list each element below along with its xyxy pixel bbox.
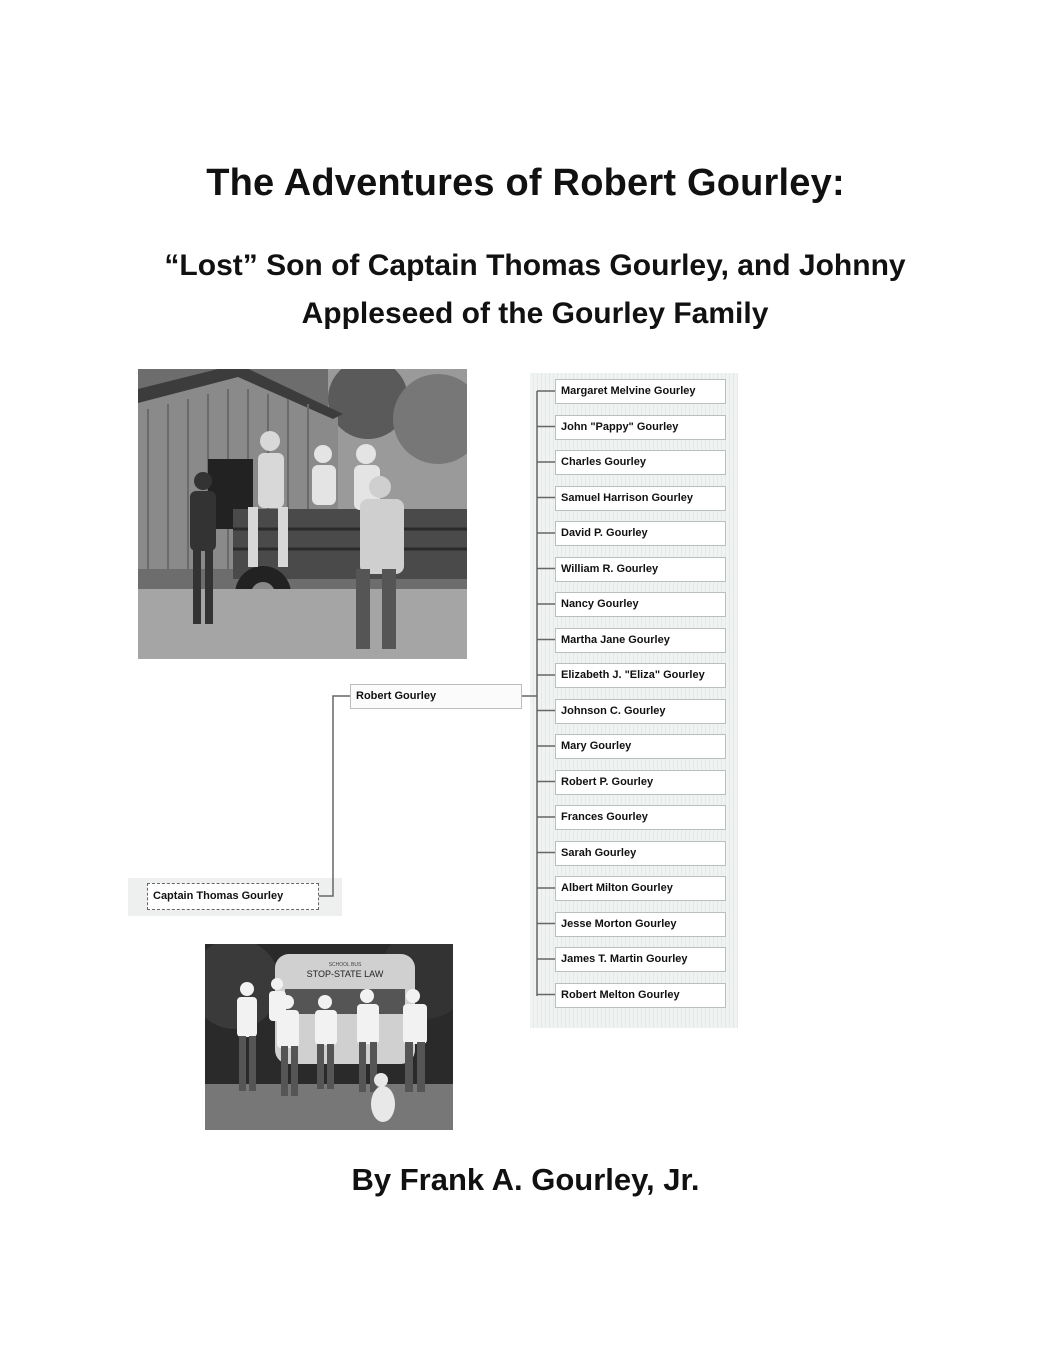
photo-group-bus (205, 944, 453, 1130)
tree-node-robert: Robert Gourley (350, 684, 522, 709)
bus-sign: STOP-STATE LAW (306, 969, 384, 979)
tree-node-child: Margaret Melvine Gourley (555, 379, 726, 404)
tree-node-child: John "Pappy" Gourley (555, 415, 726, 440)
tree-node-child: Sarah Gourley (555, 841, 726, 866)
tree-node-captain-thomas: Captain Thomas Gourley (147, 883, 319, 910)
tree-node-child: Charles Gourley (555, 450, 726, 475)
tree-node-child: James T. Martin Gourley (555, 947, 726, 972)
tree-node-child: Mary Gourley (555, 734, 726, 759)
tree-node-child: Johnson C. Gourley (555, 699, 726, 724)
subtitle-line-2: Appleseed of the Gourley Family (301, 297, 769, 330)
tree-node-child: William R. Gourley (555, 557, 726, 582)
tree-node-child: Martha Jane Gourley (555, 628, 726, 653)
book-title: The Adventures of Robert Gourley: (206, 162, 845, 204)
tree-node-child: Albert Milton Gourley (555, 876, 726, 901)
tree-node-child: Jesse Morton Gourley (555, 912, 726, 937)
tree-node-child: Robert Melton Gourley (555, 983, 726, 1008)
author-byline: By Frank A. Gourley, Jr. (351, 1162, 700, 1197)
tree-node-child: Samuel Harrison Gourley (555, 486, 726, 511)
tree-node-child: Frances Gourley (555, 805, 726, 830)
bus-sign-top: SCHOOL BUS (328, 962, 362, 968)
tree-node-child: Nancy Gourley (555, 592, 726, 617)
subtitle-line-1: “Lost” Son of Captain Thomas Gourley, and Johnny (164, 249, 906, 282)
tree-node-child: Robert P. Gourley (555, 770, 726, 795)
tree-node-child: Elizabeth J. "Eliza" Gourley (555, 663, 726, 688)
tree-node-child: David P. Gourley (555, 521, 726, 546)
